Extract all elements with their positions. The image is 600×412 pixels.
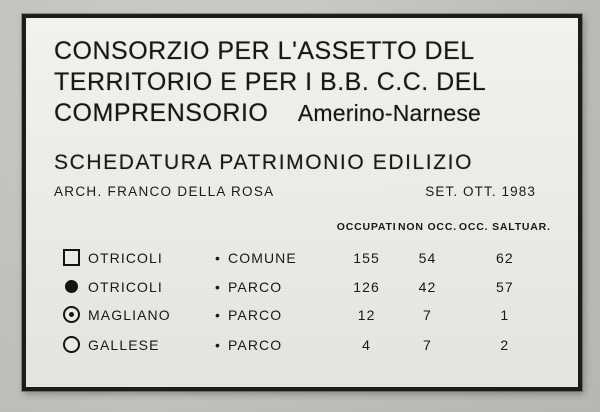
column-header-non-occ: NON OCC.	[398, 221, 457, 233]
legend-symbol-cell	[54, 300, 88, 330]
row-occ-saltuar: 57	[495, 278, 514, 295]
row-name: GALLESE	[88, 337, 160, 353]
legend-symbol-cell	[54, 273, 88, 300]
row-name: MAGLIANO	[88, 307, 171, 323]
legend-symbol-cell	[54, 243, 88, 273]
open-circle-icon	[63, 336, 80, 353]
row-occupati: 155	[353, 250, 380, 266]
table-body	[54, 243, 552, 360]
row-non-occ: 42	[418, 278, 437, 295]
row-non-occ: 54	[418, 250, 437, 266]
row-name: OTRICOLI	[88, 250, 163, 266]
row-category: PARCO	[228, 307, 283, 323]
column-header-occupati: OCCUPATI	[336, 221, 397, 233]
row-category: PARCO	[228, 337, 283, 353]
table-row	[54, 330, 552, 360]
row-occ-saltuar: 1	[500, 307, 510, 323]
table-header	[54, 221, 552, 243]
row-non-occ: 7	[423, 307, 432, 323]
dotted-circle-icon	[63, 306, 80, 323]
row-separator-icon: •	[214, 337, 221, 353]
information-board	[22, 14, 582, 391]
row-occupati: 4	[362, 337, 372, 353]
title-line-1: CONSORZIO PER L'ASSETTO DEL	[54, 37, 475, 65]
table-row	[54, 300, 552, 330]
legend-symbol-cell	[54, 330, 88, 360]
credit-row	[54, 184, 552, 199]
row-category: COMUNE	[228, 250, 297, 266]
table-row	[54, 243, 552, 273]
row-category: PARCO	[228, 278, 283, 295]
legend-table	[54, 221, 552, 360]
row-separator-icon: •	[214, 278, 221, 295]
row-occupati: 12	[357, 307, 376, 323]
row-occ-saltuar: 2	[500, 337, 510, 353]
title-line-3-main: COMPRENSORIO	[54, 99, 269, 127]
row-occ-saltuar: 62	[495, 250, 514, 266]
table-row	[54, 273, 552, 300]
document-subtitle: SCHEDATURA PATRIMONIO EDILIZIO	[54, 151, 474, 174]
filled-circle-icon	[65, 280, 78, 293]
board-content	[26, 18, 578, 387]
column-header-occ-saltuar: OCC. SALTUAR.	[458, 221, 551, 233]
row-non-occ: 7	[423, 337, 432, 353]
table-header-blank	[54, 221, 336, 243]
spacer	[54, 129, 552, 151]
title-line-3-sub: Amerino-Narnese	[297, 100, 482, 126]
title-line-3	[54, 98, 552, 129]
document-date: SET. OTT. 1983	[425, 184, 536, 199]
title-block	[54, 36, 552, 129]
row-separator-icon: •	[214, 250, 221, 266]
title-line-2: TERRITORIO E PER I B.B. C.C. DEL	[54, 68, 487, 96]
row-occupati: 126	[353, 278, 380, 295]
row-name: OTRICOLI	[88, 278, 163, 295]
empty-square-icon	[63, 249, 80, 266]
row-separator-icon: •	[214, 307, 221, 323]
author-credit: ARCH. FRANCO DELLA ROSA	[54, 184, 275, 199]
table-header-row	[54, 221, 552, 243]
